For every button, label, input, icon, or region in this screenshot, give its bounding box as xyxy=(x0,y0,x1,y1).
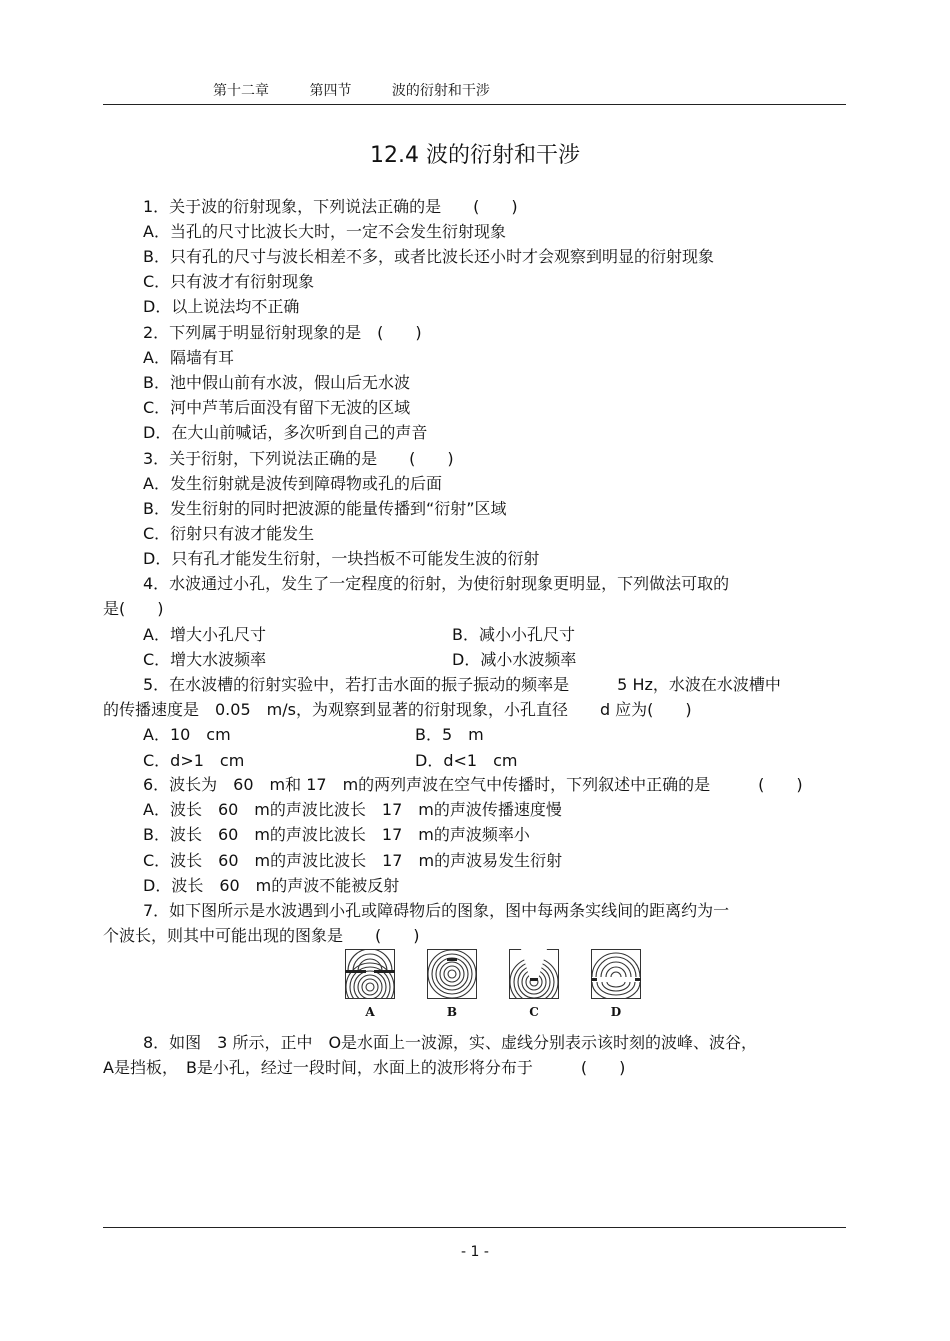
q4-option-c: C．增大水波频率 xyxy=(143,650,267,669)
figure-c xyxy=(509,949,559,1019)
q7-stem-cont: 个波长，则其中可能出现的图象是 ( ) xyxy=(103,926,420,945)
q3-option-a: A．发生衍射就是波传到障碍物或孔的后面 xyxy=(143,474,442,493)
q1-stem: 1．关于波的衍射现象，下列说法正确的是 ( ) xyxy=(143,197,518,216)
wave-figures xyxy=(343,949,643,1024)
figure-c-diagram xyxy=(509,949,559,999)
q5-option-c: C．d>1 cm xyxy=(143,751,245,770)
figure-a-diagram xyxy=(345,949,395,999)
q1-option-d: D．以上说法均不正确 xyxy=(143,297,300,316)
q2-option-b: B．池中假山前有水波，假山后无水波 xyxy=(143,373,410,392)
header-section: 第四节 xyxy=(309,83,352,99)
header-topic: 波的衍射和干涉 xyxy=(391,83,490,99)
figure-b-label: B xyxy=(446,1005,458,1019)
q6-option-d: D．波长 60 m的声波不能被反射 xyxy=(143,876,400,895)
q1-option-b: B．只有孔的尺寸与波长相差不多，或者比波长还小时才会观察到明显的衍射现象 xyxy=(143,247,714,266)
q2-option-c: C．河中芦苇后面没有留下无波的区域 xyxy=(143,398,411,417)
q7-stem: 7．如下图所示是水波遇到小孔或障碍物后的图象，图中每两条实线间的距离约为一 xyxy=(143,901,730,920)
q5-stem: 5．在水波槽的衍射实验中，若打击水面的振子振动的频率是 5 Hz，水波在水波槽中 xyxy=(143,675,781,694)
q6-option-c: C．波长 60 m的声波比波长 17 m的声波易发生衍射 xyxy=(143,851,563,870)
q4-stem: 4．水波通过小孔，发生了一定程度的衍射，为使衍射现象更明显，下列做法可取的 xyxy=(143,574,730,593)
q3-stem: 3．关于衍射，下列说法正确的是 ( ) xyxy=(143,449,454,468)
q5-stem-cont: 的传播速度是 0.05 m/s，为观察到显著的衍射现象，小孔直径 d 应为( ) xyxy=(103,700,692,719)
figure-a xyxy=(345,949,395,1019)
figure-d-diagram xyxy=(591,949,641,999)
q1-option-c: C．只有波才有衍射现象 xyxy=(143,272,315,291)
q5-option-a: A．10 cm xyxy=(143,725,231,744)
q3-option-c: C．衍射只有波才能发生 xyxy=(143,524,315,543)
figure-d xyxy=(591,949,641,1019)
figure-b xyxy=(427,949,477,1019)
q4-option-d: D．减小水波频率 xyxy=(452,650,577,669)
q5-option-b: B．5 m xyxy=(415,725,484,744)
q2-stem: 2．下列属于明显衍射现象的是 ( ) xyxy=(143,323,422,342)
q4-option-b: B．减小小孔尺寸 xyxy=(452,625,575,644)
page-header xyxy=(213,80,526,100)
q4-option-a: A．增大小孔尺寸 xyxy=(143,625,266,644)
figure-d-label: D xyxy=(610,1005,622,1019)
footer-rule xyxy=(103,1227,846,1228)
q2-option-a: A．隔墙有耳 xyxy=(143,348,234,367)
q6-option-a: A．波长 60 m的声波比波长 17 m的声波传播速度慢 xyxy=(143,800,562,819)
page-number: - 1 - xyxy=(461,1244,489,1260)
figure-c-label: C xyxy=(529,1005,539,1019)
header-chapter: 第十二章 xyxy=(213,83,269,99)
q8-stem-cont: A是挡板， B是小孔，经过一段时间，水面上的波形将分布于 ( ) xyxy=(103,1058,626,1077)
figure-a-label: A xyxy=(365,1005,375,1019)
q8-stem: 8．如图 3 所示，正中 O是水面上一波源，实、虚线分别表示该时刻的波峰、波谷， xyxy=(143,1033,758,1052)
q6-option-b: B．波长 60 m的声波比波长 17 m的声波频率小 xyxy=(143,825,530,844)
q6-stem: 6．波长为 60 m和 17 m的两列声波在空气中传播时，下列叙述中正确的是 ( ) xyxy=(143,775,803,794)
q2-option-d: D．在大山前喊话，多次听到自己的声音 xyxy=(143,423,428,442)
q4-stem-cont: 是( ) xyxy=(103,599,164,618)
q5-option-d: D．d<1 cm xyxy=(415,751,518,770)
page-title: 12.4 波的衍射和干涉 xyxy=(370,143,580,168)
q3-option-d: D．只有孔才能发生衍射，一块挡板不可能发生波的衍射 xyxy=(143,549,540,568)
q3-option-b: B．发生衍射的同时把波源的能量传播到“衍射”区域 xyxy=(143,499,507,518)
q1-option-a: A．当孔的尺寸比波长大时，一定不会发生衍射现象 xyxy=(143,222,506,241)
figure-b-diagram xyxy=(427,949,477,999)
header-rule xyxy=(103,104,846,105)
